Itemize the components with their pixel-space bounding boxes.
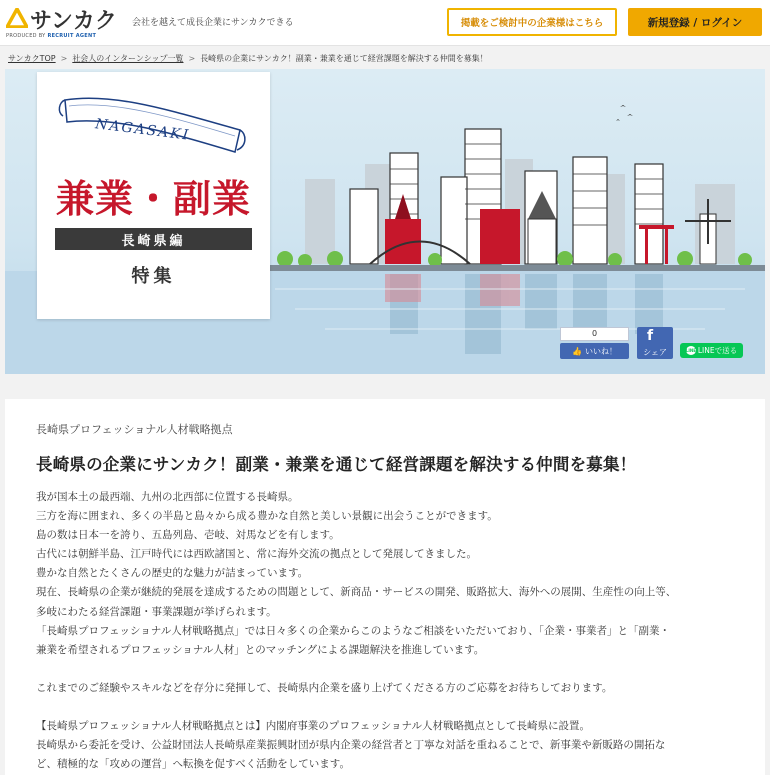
body-line: 長崎県から委託を受け、公益財団法人長崎県産業振興財団が県内企業の経営者と丁寧な対話を重ねることで、新事業や新販路の開拓な	[36, 739, 666, 752]
line-icon: LINE	[685, 348, 696, 353]
paragraph-gap	[36, 660, 741, 679]
facebook-like-widget	[560, 327, 629, 359]
facebook-like-button[interactable]	[560, 343, 629, 359]
body-line: 現在、長崎県の企業が継続的発展を達成するための問題として、新商品・サービスの開発、販路拡大、海外への展開、生産性の向上等、	[36, 586, 677, 599]
line-send-button[interactable]	[680, 343, 743, 358]
body-line: 三方を海に囲まれ、多くの半島と島々から成る豊かな自然と美しい景観に出会うことができます。	[36, 510, 498, 523]
body-line: 兼業を希望されるプロフェッショナル人材」とのマッチングによる課題解決を推進しています。	[36, 643, 485, 656]
article-body	[36, 488, 741, 774]
organization-name: 長崎県プロフェッショナル人材戦略拠点	[36, 423, 233, 436]
signup-login-button[interactable]: 新規登録 / ログイン	[628, 8, 762, 36]
logo-text: サンカク	[30, 9, 117, 34]
site-tagline: 会社を越えて成長企業にサンカクできる	[132, 18, 294, 28]
ribbon-banner-icon	[55, 82, 255, 162]
body-line: 「長崎県プロフェッショナル人材戦略拠点」では日々多くの企業からこのようなご相談をいただいており、「企業・事業者」と「副業・	[36, 624, 670, 637]
body-line: 古代には朝鮮半島、江戸時代には西欧諸国と、常に海外交流の拠点として発展してきました。	[36, 548, 477, 561]
body-line: 我が国本土の最西端、九州の北西部に位置する長崎県。	[36, 491, 299, 503]
article-headline: 長崎県の企業にサンカク！副業・兼業を通じて経営課題を解決する仲間を募集！	[36, 455, 637, 474]
logo-produced-by: PRODUCED BY RECRUIT AGENT	[6, 33, 97, 39]
feature-title: 兼業・副業	[55, 176, 251, 221]
body-line: 【長崎県プロフェッショナル人材戦略拠点とは】内閣府事業のプロフェッショナル人材戦略拠点として長崎県に設置。	[36, 720, 590, 733]
body-line: 豊かな自然とたくさんの歴史的な魅力が詰まっています。	[36, 567, 309, 580]
line-send-label: LINEで送る	[697, 346, 738, 355]
hero-banner	[5, 69, 765, 374]
share-label: シェア	[643, 348, 667, 357]
feature-subtitle: 長崎県編	[55, 228, 252, 250]
body-line: これまでのご経験やスキルなどを存分に発揮して、長崎県内企業を盛り上げてくださる方のご応募をお待ちしております。	[36, 681, 613, 694]
breadcrumb	[0, 47, 770, 69]
body-line: 島の数は日本一を誇り、五島列島、壱岐、対馬などを有します。	[36, 529, 340, 542]
like-count: 0	[560, 327, 629, 341]
company-inquiry-button[interactable]: 掲載をご検討中の企業様はこちら	[447, 8, 617, 36]
facebook-icon: f	[647, 328, 654, 344]
body-line: 多岐にわたる経営課題・事業課題が挙げられます。	[36, 605, 277, 618]
breadcrumb-separator: >	[60, 53, 68, 63]
breadcrumb-separator: >	[188, 53, 196, 63]
breadcrumb-current-page: 長崎県の企業にサンカク！副業・兼業を通じて経営課題を解決する仲間を募集！	[200, 53, 488, 63]
feature-label: 特集	[131, 266, 176, 287]
like-label: いいね！	[584, 346, 617, 356]
paragraph-gap	[36, 698, 741, 717]
breadcrumb-home-link[interactable]: サンカクTOP	[8, 53, 56, 63]
site-logo[interactable]	[6, 5, 126, 41]
thumbs-up-icon: 👍	[572, 346, 582, 356]
feature-title-card	[37, 72, 270, 319]
article-content	[5, 399, 765, 775]
ribbon-text: NAGASAKI	[94, 116, 191, 144]
breadcrumb-internship-list-link[interactable]: 社会人のインターンシップ一覧	[72, 53, 184, 63]
facebook-share-button[interactable]	[637, 327, 673, 359]
triangle-logo-icon	[6, 8, 28, 28]
body-line: ど、積極的な「攻めの運営」へ転換を促すべく活動をしています。	[36, 758, 350, 771]
site-header	[0, 0, 770, 46]
